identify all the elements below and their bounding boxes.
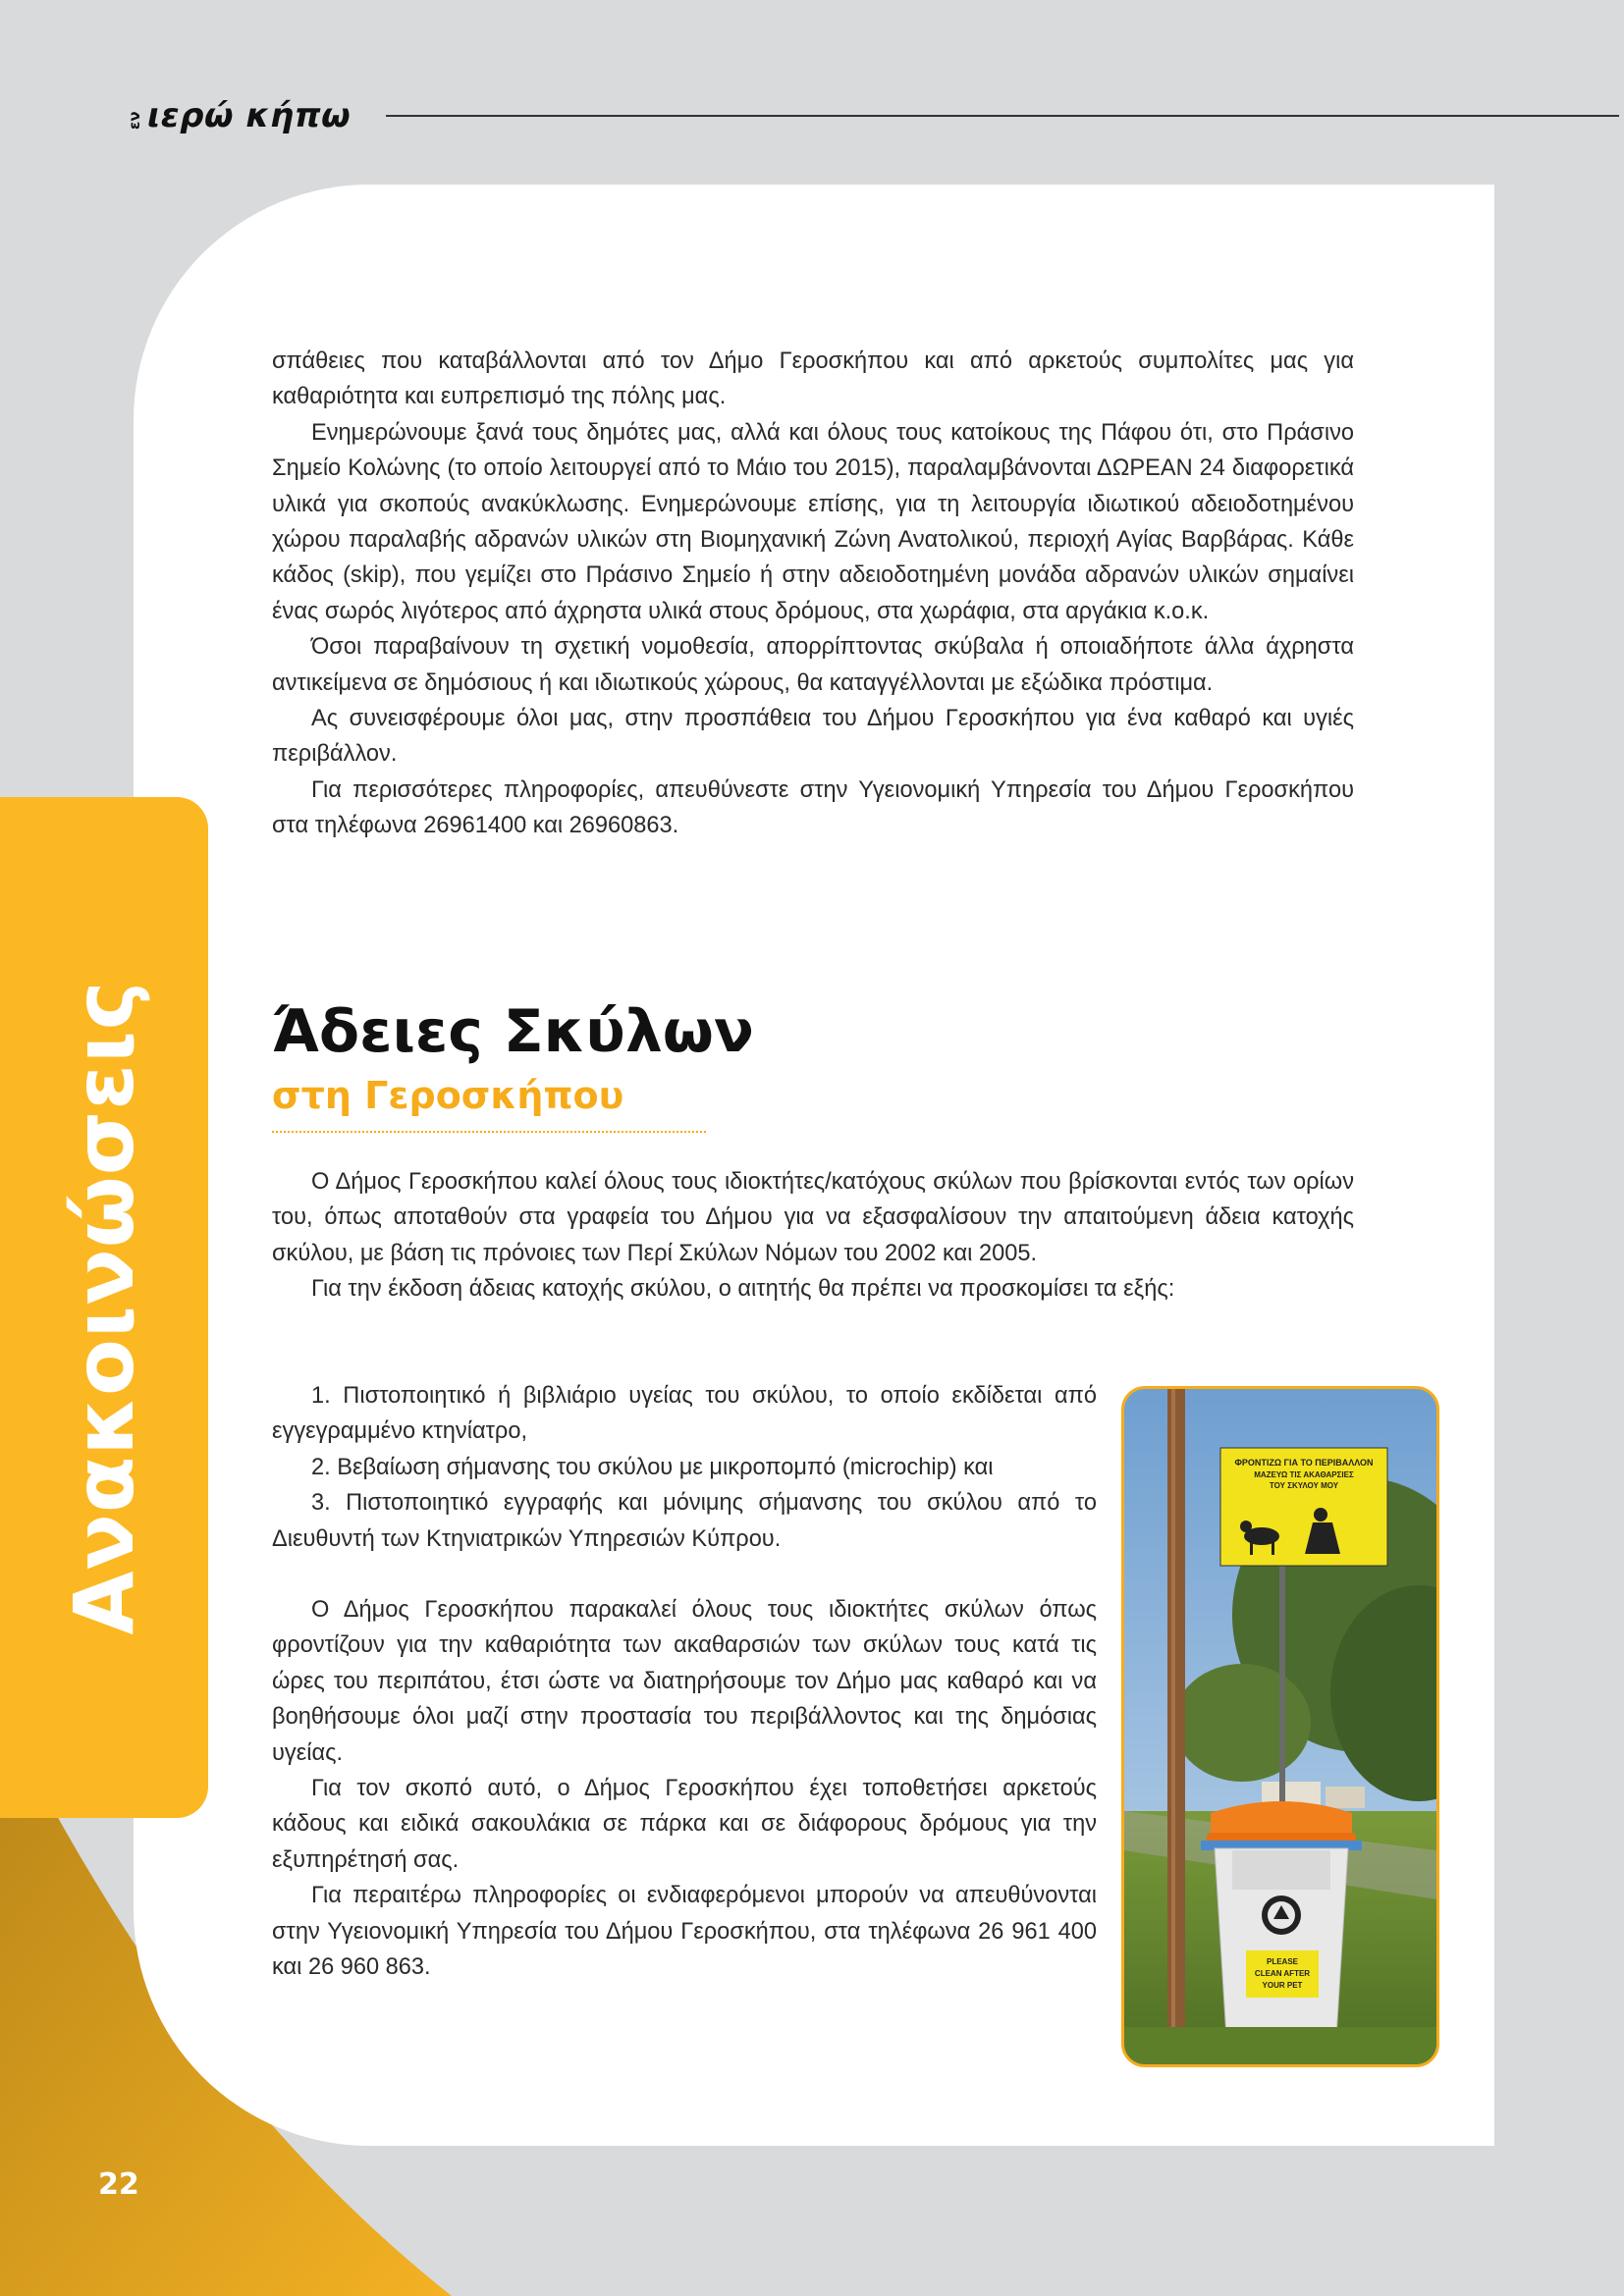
header-rule bbox=[386, 115, 1619, 117]
masthead-title: ιερώ κήπω bbox=[147, 96, 352, 135]
intro-paragraph: Όσοι παραβαίνουν τη σχετική νομοθεσία, απορρίπτοντας σκύβαλα ή οποιαδήποτε άλλα άχρηστα αντικείμενα σε δημόσιους ή και ιδιωτικούς χώρους, θα καταγγέλλονται με εξώδικα πρόστιμα. bbox=[272, 634, 1354, 696]
article-paragraph: Ο Δήμος Γεροσκήπου παρακαλεί όλους τους ιδιοκτήτες σκύλων όπως φροντίζουν για την καθαριότητα των ακαθαρσιών των σκύλων τους κατά τις ώρες του περιπάτου, έτσι ώστε να διατηρήσουμε τον Δήμο μας καθαρό και να βοηθήσουμε όλοι μαζί στην προστασία του περιβάλλοντος και της δημόσιας υγείας. bbox=[272, 1597, 1097, 1766]
section-tab-label: Ανακοινώσεις bbox=[56, 980, 152, 1635]
requirement-item: 2. Βεβαίωση σήμανσης του σκύλου με μικροπομπό (microchip) και bbox=[311, 1454, 994, 1480]
section-tab bbox=[0, 797, 208, 1818]
masthead-prefix: εν bbox=[126, 111, 143, 130]
dog-bin-photo bbox=[1121, 1386, 1439, 2067]
intro-paragraph: Ενημερώνουμε ξανά τους δημότες μας, αλλά και όλους τους κατοίκους της Πάφου ότι, στο Πράσινο Σημείο Κολώνης (το οποίο λειτουργεί από το Μάιο του 2015), παραλαμβάνονται ΔΩΡΕΑΝ 24 διαφορετικά υλικά για σκοπούς ανακύκλωσης. Ενημερώνουμε επίσης, για τη λειτουργία ιδιωτικού αδειοδοτημένου χώρου παραλαβής αδρανών υλικών στη Βιομηχανική Ζώνη Ανατολικού, περιοχή Αγίας Βαρβάρας. Κάθε κάδος (skip), που γεμίζει στο Πράσινο Σημείο ή στην αδειοδοτημένη μονάδα αδρανών υλικών σημαίνει ένας σωρός λιγότερος από άχρηστα υλικά στους δρόμους, στα χωράφια, στα αργάκια κ.ο.κ. bbox=[272, 419, 1354, 624]
page-header bbox=[126, 96, 1496, 139]
dog-bin-illustration bbox=[1124, 1389, 1436, 2064]
article-paragraph: Για τον σκοπό αυτό, ο Δήμος Γεροσκήπου έχει τοποθετήσει αρκετούς κάδους και ειδικά σακουλάκια σε πάρκα και σε διάφορους δρόμους για την εξυπηρέτησή σας. bbox=[272, 1776, 1097, 1873]
masthead bbox=[126, 96, 351, 135]
bin-label: YOUR PET bbox=[1262, 1981, 1303, 1990]
sign-text: ΦΡΟΝΤΙΖΩ ΓΙΑ ΤΟ ΠΕΡΙΒΑΛΛΟΝ bbox=[1234, 1458, 1374, 1468]
article-body bbox=[272, 1378, 1097, 1986]
intro-paragraph: Ας συνεισφέρουμε όλοι μας, στην προσπάθεια του Δήμου Γεροσκήπου για ένα καθαρό και υγιές περιβάλλον. bbox=[272, 706, 1354, 768]
article-lead bbox=[272, 1164, 1354, 1308]
article-title: Άδειες Σκύλων bbox=[272, 997, 754, 1066]
article-paragraph: Για την έκδοση άδειας κατοχής σκύλου, ο αιτητής θα πρέπει να προσκομίσει τα εξής: bbox=[311, 1276, 1175, 1303]
article-paragraph: Ο Δήμος Γεροσκήπου καλεί όλους τους ιδιοκτήτες/κατόχους σκύλων που βρίσκονται εντός των ορίων του, όπως αποταθούν στα γραφεία του Δήμου για να εξασφαλίσουν την απαιτούμενη άδεια κατοχής σκύλου, με βάση τις πρόνοιες των Περί Σκύλων Νόμων του 2002 και 2005. bbox=[272, 1169, 1354, 1266]
article-subtitle: στη Γεροσκήπου bbox=[272, 1074, 624, 1117]
intro-text bbox=[272, 344, 1354, 844]
article-paragraph: Για περαιτέρω πληροφορίες οι ενδιαφερόμενοι μπορούν να απευθύνονται στην Υγειονομική Υπηρεσία του Δήμου Γεροσκήπου, στα τηλέφωνα 26 961 400 και 26 960 863. bbox=[272, 1883, 1097, 1981]
intro-paragraph: Για περισσότερες πληροφορίες, απευθύνεστε στην Υγειονομική Υπηρεσία του Δήμου Γεροσκήπου στα τηλέφωνα 26961400 και 26960863. bbox=[272, 776, 1354, 839]
requirement-item: 1. Πιστοποιητικό ή βιβλιάριο υγείας του σκύλου, το οποίο εκδίδεται από εγγεγραμμένο κτηνίατρο, bbox=[272, 1383, 1097, 1445]
paragraph-gap bbox=[272, 1557, 1097, 1592]
bin-label: CLEAN AFTER bbox=[1254, 1969, 1311, 1978]
intro-paragraph: σπάθειες που καταβάλλονται από τον Δήμο Γεροσκήπου και από αρκετούς συμπολίτες μας για καθαριότητα και ευπρεπισμό της πόλης μας. bbox=[272, 348, 1354, 410]
sign-text: ΜΑΖΕΥΩ ΤΙΣ ΑΚΑΘΑΡΣΙΕΣ bbox=[1254, 1470, 1354, 1479]
bin-label: PLEASE bbox=[1266, 1957, 1299, 1966]
sign-text: ΤΟΥ ΣΚΥΛΟΥ ΜΟΥ bbox=[1269, 1481, 1339, 1490]
subtitle-underline bbox=[272, 1131, 706, 1133]
page-number: 22 bbox=[98, 2167, 139, 2202]
requirement-item: 3. Πιστοποιητικό εγγραφής και μόνιμης σήμανσης του σκύλου από το Διευθυντή των Κτηνιατρικών Υπηρεσιών Κύπρου. bbox=[272, 1490, 1097, 1552]
